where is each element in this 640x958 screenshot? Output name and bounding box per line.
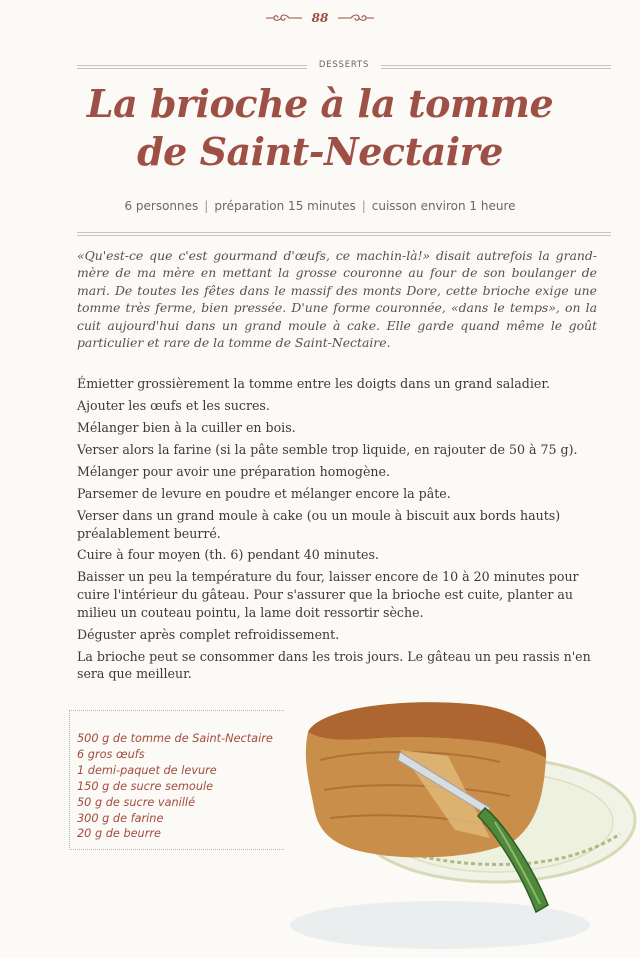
- swirl-ornament-icon: [265, 13, 303, 23]
- brioche-illustration: [280, 690, 640, 958]
- section-label: DESSERTS: [318, 60, 370, 70]
- recipe-meta: [0, 199, 640, 213]
- ingredients-box: [69, 710, 284, 850]
- divider: [77, 232, 611, 236]
- ingredient-item: 500 g de tomme de Saint-Nectaire: [77, 732, 273, 745]
- ingredient-item: 150 g de sucre semoule: [77, 779, 214, 793]
- step: Parsemer de levure en poudre et mélanger encore la pâte.: [77, 485, 451, 501]
- step: La brioche peut se consommer dans les trois jours. Le gâteau un peu rassis n'en sera que meilleur.: [77, 648, 591, 682]
- divider: [381, 65, 611, 69]
- intro-text: «Qu'est-ce que c'est gourmand d'œufs, ce machin-là!» disait autrefois la grand-mère de ma mère en mettant la grosse couronne au four de son boulanger de mari. De toutes les fêtes dans le massif des monts Dore, cette brioche exige une tomme très ferme, bien pressée. D'une forme couronnée, «dans le temps», on la cuit aujourd'hui dans un grand moule à cake. Elle garde quand même le goût particulier et rare de la tomme de Saint-Nectaire.: [77, 248, 597, 351]
- servings: 6 personnes: [124, 199, 199, 213]
- page-header: [0, 10, 640, 25]
- ingredient-item: 300 g de farine: [77, 811, 164, 825]
- section-header: [77, 60, 611, 74]
- ingredient-item: 20 g de beurre: [77, 827, 161, 841]
- step: Déguster après complet refroidissement.: [77, 626, 340, 642]
- step: Ajouter les œufs et les sucres.: [77, 397, 270, 413]
- step: Cuire à four moyen (th. 6) pendant 40 minutes.: [77, 547, 379, 563]
- recipe-title-line-1: La brioche à la tomme: [86, 81, 554, 126]
- swirl-ornament-icon: [337, 13, 375, 23]
- ingredient-item: 6 gros œufs: [77, 747, 145, 761]
- recipe-title-line-2: de Saint-Nectaire: [137, 129, 503, 174]
- recipe-intro: [77, 247, 597, 351]
- ingredient-item: 1 demi-paquet de levure: [77, 763, 217, 777]
- cooking-time: cuisson environ 1 heure: [371, 199, 516, 213]
- recipe-title: [0, 80, 640, 176]
- step: Mélanger bien à la cuiller en bois.: [77, 419, 296, 435]
- preparation-time: préparation 15 minutes: [214, 199, 356, 213]
- step: Baisser un peu la température du four, laisser encore de 10 à 20 minutes pour cuire l'intérieur du gâteau. Pour s'assurer que la brioche est cuite, planter au milieu un couteau pointu, la lame doit ressortir sèche.: [77, 569, 579, 620]
- step: Verser alors la farine (si la pâte semble trop liquide, en rajouter de 50 à 75 g).: [77, 441, 578, 457]
- ingredient-item: 50 g de sucre vanillé: [77, 795, 196, 809]
- step: Émietter grossièrement la tomme entre les doigts dans un grand saladier.: [77, 376, 550, 391]
- step: Verser dans un grand moule à cake (ou un moule à biscuit aux bords hauts) préalablement beurré.: [77, 507, 561, 541]
- meta-separator: |: [204, 199, 209, 213]
- recipe-steps: [77, 375, 597, 687]
- page-number: 88: [311, 10, 329, 25]
- meta-separator: |: [361, 199, 366, 213]
- step: Mélanger pour avoir une préparation homogène.: [77, 463, 390, 479]
